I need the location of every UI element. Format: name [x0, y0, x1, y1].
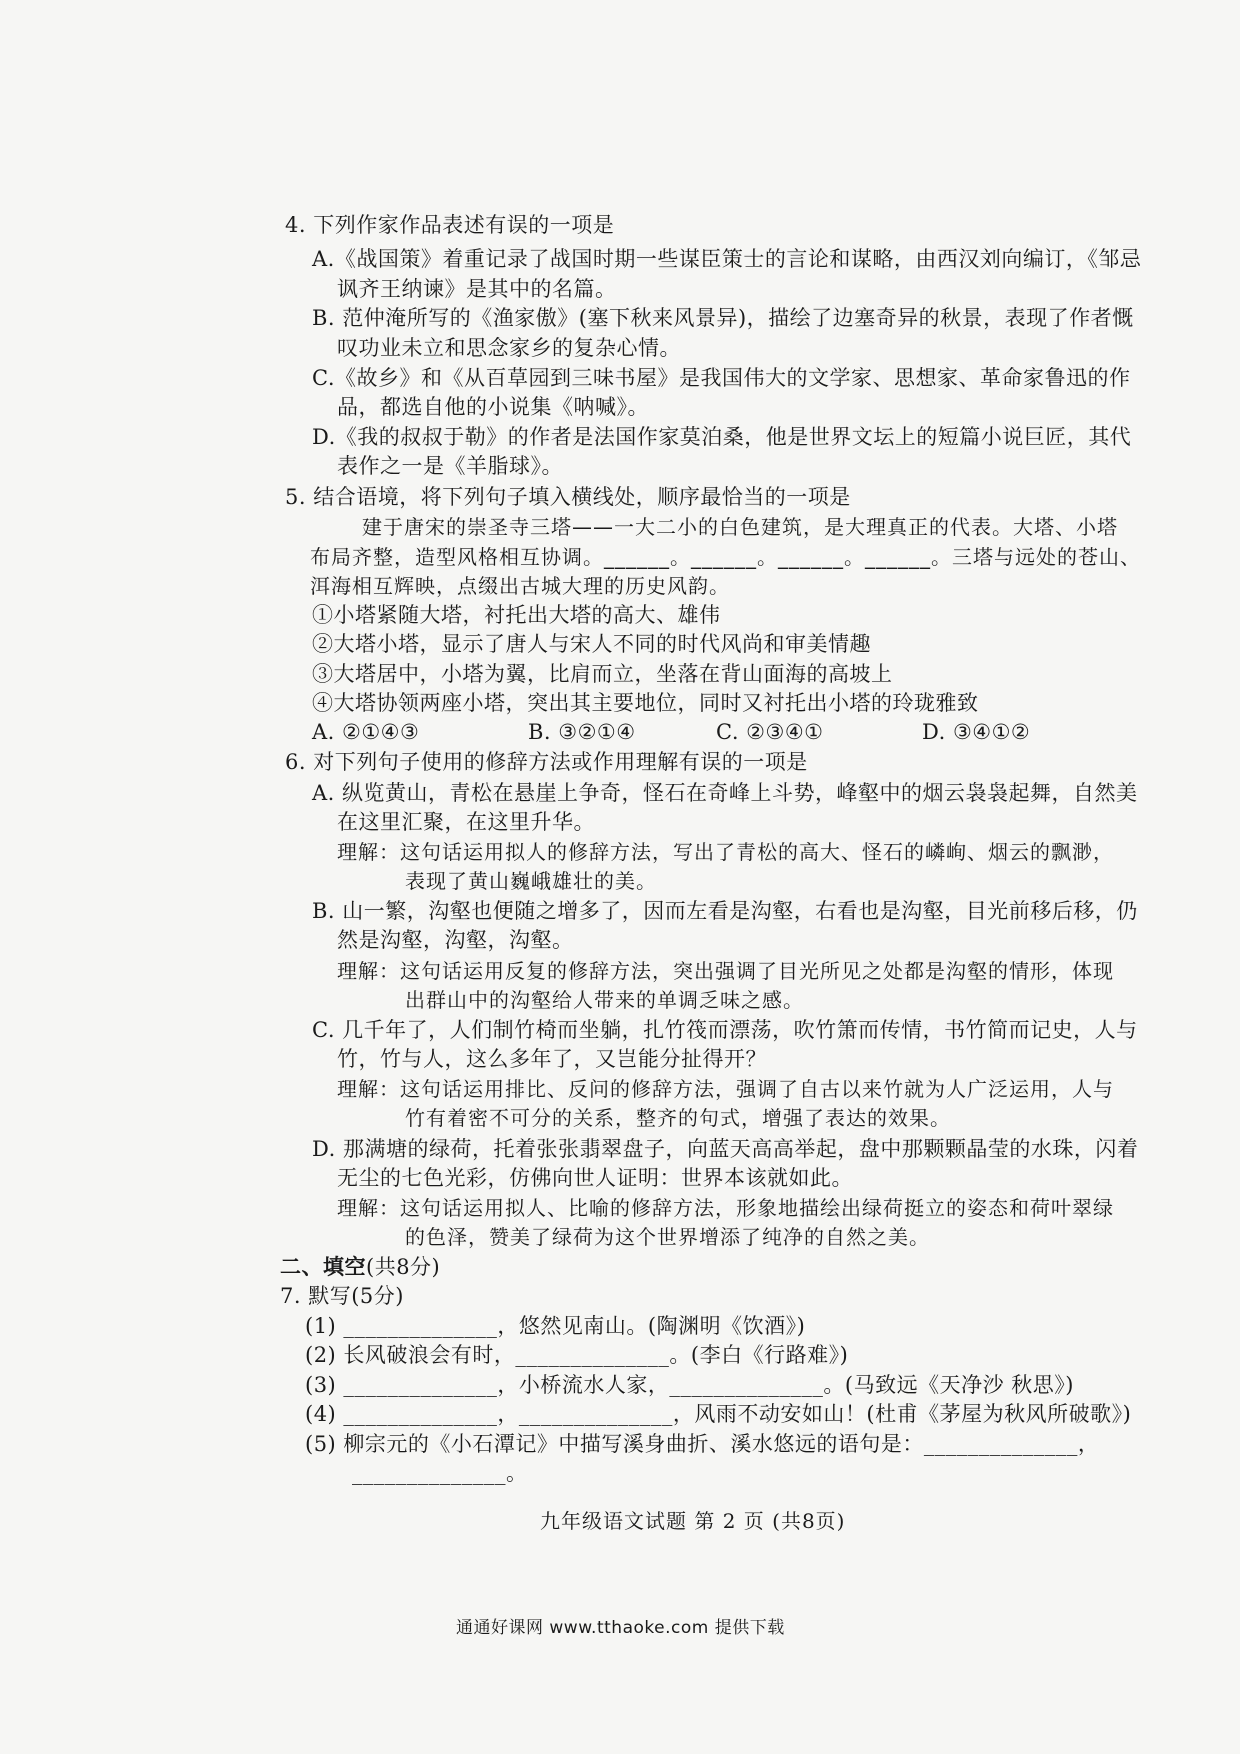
q7-item-5-line1: (5) 柳宗元的《小石潭记》中描写溪身曲折、溪水悠远的语句是：______________，: [305, 1432, 1100, 1456]
q6-option-d-line2: 无尘的七色光彩，仿佛向世人证明：世界本该就如此。: [337, 1166, 853, 1190]
q7-stem: 7. 默写(5分): [280, 1284, 404, 1308]
q6-option-c-line2: 竹，竹与人，这么多年了，又岂能分扯得开？: [337, 1047, 767, 1071]
q6-stem: 6. 对下列句子使用的修辞方法或作用理解有误的一项是: [285, 750, 808, 774]
q7-item-5-line2: ______________。: [352, 1461, 528, 1485]
q6-option-b-line1: B. 山一繁，沟壑也便随之增多了，因而左看是沟壑，右看也是沟壑，目光前移后移，仍: [312, 899, 1138, 923]
q6-option-d-line1: D. 那满塘的绿荷，托着张张翡翠盘子，向蓝天高高举起，盘中那颗颗晶莹的水珠，闪着: [312, 1137, 1139, 1161]
q4-option-a-line1: A.《战国策》着重记录了战国时期一些谋臣策士的言论和谋略，由西汉刘向编订，《邹忌: [312, 247, 1142, 271]
q5-sentence-3: ③大塔居中，小塔为翼，比肩而立，坐落在背山面海的高坡上: [312, 662, 893, 686]
q6-option-c-analysis-line2: 竹有着密不可分的关系，整齐的句式，增强了表达的效果。: [405, 1106, 951, 1130]
q5-stem: 5. 结合语境，将下列句子填入横线处，顺序最恰当的一项是: [285, 485, 851, 509]
page-footer: 九年级语文试题 第 2 页 (共8页): [540, 1509, 846, 1533]
q7-item-1: (1) ______________，悠然见南山。(陶渊明《饮酒》): [305, 1314, 806, 1338]
q7-item-4: (4) ______________，______________，风雨不动安如山！(杜甫《茅屋为秋风所破歌》): [305, 1402, 1132, 1426]
q5-passage-line3: 洱海相互辉映，点缀出古城大理的历史风韵。: [310, 574, 730, 598]
q4-option-b-line2: 叹功业未立和思念家乡的复杂心情。: [337, 336, 681, 360]
section-score: (共8分): [366, 1255, 441, 1279]
q6-option-c-analysis-line1: 理解：这句话运用排比、反问的修辞方法，强调了自古以来竹就为人广泛运用，人与: [337, 1077, 1114, 1101]
q4-option-c-line1: C.《故乡》和《从百草园到三味书屋》是我国伟大的文学家、思想家、革命家鲁迅的作: [312, 366, 1131, 390]
q4-stem: 4. 下列作家作品表述有误的一项是: [285, 213, 615, 237]
q6-option-b-line2: 然是沟壑，沟壑，沟壑。: [337, 928, 574, 952]
q4-option-a-line2: 讽齐王纳谏》是其中的名篇。: [337, 277, 617, 301]
q5-option-b: B. ③②①④: [528, 720, 636, 744]
q5-sentence-4: ④大塔协领两座小塔，突出其主要地位，同时又衬托出小塔的玲珑雅致: [312, 691, 979, 715]
q4-option-b-line1: B. 范仲淹所写的《渔家傲》(塞下秋来风景异)，描绘了边塞奇异的秋景，表现了作者慨: [312, 306, 1134, 330]
q4-option-c-line2: 品，都选自他的小说集《呐喊》。: [337, 395, 649, 419]
q5-passage-line2: 布局齐整，造型风格相互协调。______。______。______。______。三塔与远处的苍山、: [310, 545, 1141, 569]
q4-option-d-line1: D.《我的叔叔于勒》的作者是法国作家莫泊桑，他是世界文坛上的短篇小说巨匠，其代: [312, 425, 1132, 449]
q6-option-a-analysis-line2: 表现了黄山巍峨雄壮的美。: [405, 869, 657, 893]
q5-option-c: C. ②③④①: [716, 720, 824, 744]
section-heading: [280, 1254, 440, 1280]
q7-item-3: (3) ______________，小桥流水人家，______________。(马致远《天净沙 秋思》): [305, 1373, 1074, 1397]
q6-option-b-analysis-line2: 出群山中的沟壑给人带来的单调乏味之感。: [405, 988, 804, 1012]
q5-option-d: D. ③④①②: [922, 720, 1031, 744]
q5-sentence-1: ①小塔紧随大塔，衬托出大塔的高大、雄伟: [312, 603, 721, 627]
q6-option-a-line1: A. 纵览黄山，青松在悬崖上争奇，怪石在奇峰上斗势，峰壑中的烟云袅袅起舞，自然美: [312, 781, 1138, 805]
q6-option-c-line1: C. 几千年了，人们制竹椅而坐躺，扎竹筏而漂荡，吹竹箫而传情，书竹简而记史，人与: [312, 1018, 1138, 1042]
q7-item-2: (2) 长风破浪会有时，______________。(李白《行路难》): [305, 1343, 849, 1367]
q4-option-d-line2: 表作之一是《羊脂球》。: [337, 454, 563, 478]
download-watermark: 通通好课网 www.tthaoke.com 提供下载: [456, 1618, 785, 1638]
q5-passage-line1: 建于唐宋的崇圣寺三塔——一大二小的白色建筑，是大理真正的代表。大塔、小塔: [362, 515, 1118, 539]
q6-option-d-analysis-line1: 理解：这句话运用拟人、比喻的修辞方法，形象地描绘出绿荷挺立的姿态和荷叶翠绿: [337, 1196, 1114, 1220]
q6-option-a-analysis-line1: 理解：这句话运用拟人的修辞方法，写出了青松的高大、怪石的嶙峋、烟云的飘渺，: [337, 840, 1114, 864]
q6-option-b-analysis-line1: 理解：这句话运用反复的修辞方法，突出强调了目光所见之处都是沟壑的情形，体现: [337, 959, 1114, 983]
q6-option-a-line2: 在这里汇聚，在这里升华。: [337, 810, 595, 834]
q5-sentence-2: ②大塔小塔，显示了唐人与宋人不同的时代风尚和审美情趣: [312, 632, 871, 656]
q5-option-a: A. ②①④③: [312, 720, 420, 744]
section-title: 二、填空: [280, 1254, 366, 1279]
q6-option-d-analysis-line2: 的色泽，赞美了绿荷为这个世界增添了纯净的自然之美。: [405, 1225, 930, 1249]
